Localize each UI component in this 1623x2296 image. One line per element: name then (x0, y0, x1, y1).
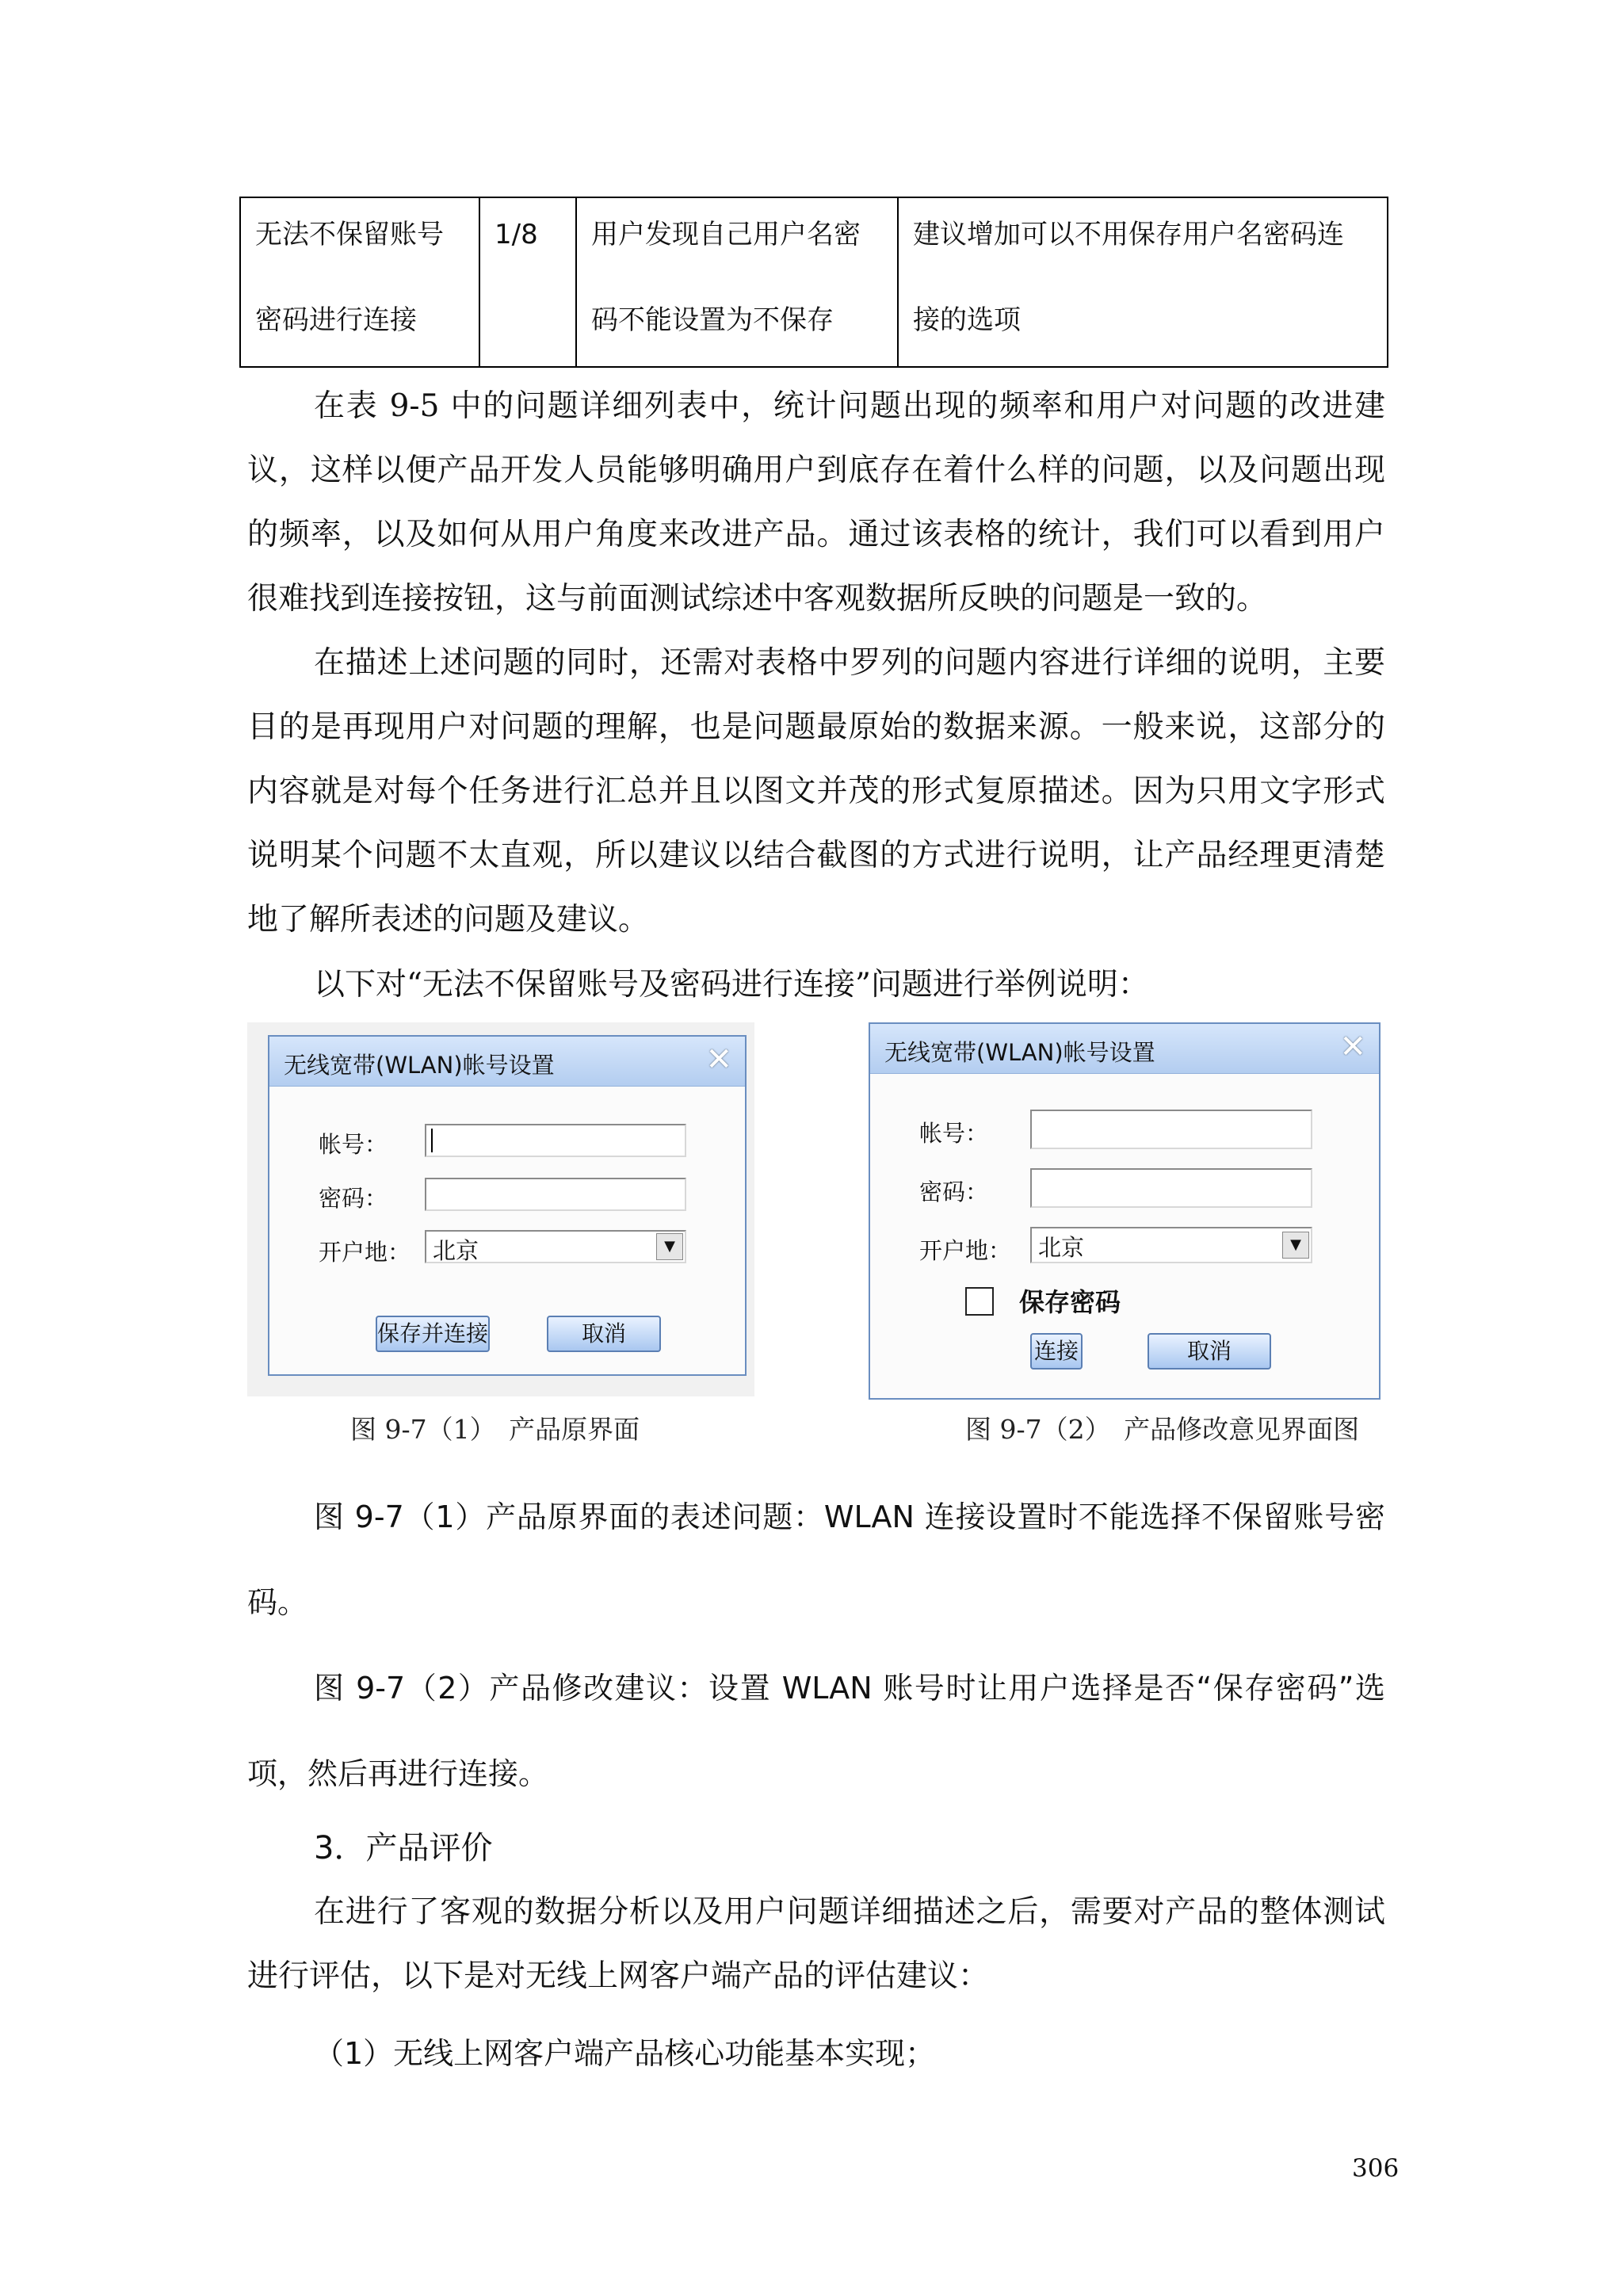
description-cell (576, 197, 898, 367)
figure-original-dialog (247, 1022, 754, 1396)
account-label: 帐号： (319, 1131, 388, 1158)
section-paragraph: 在进行了客观的数据分析以及用户问题详细描述之后，需要对产品的整体测试进行评估，以下是对无线上网客户端产品的评估建议： (247, 1894, 1385, 1994)
table-row (240, 197, 1388, 367)
location-select[interactable] (425, 1230, 686, 1263)
dialog-window (268, 1035, 747, 1376)
close-icon[interactable]: ✕ (705, 1041, 732, 1078)
figure-caption-left: 图 9-7（1） 产品原界面 (350, 1414, 640, 1445)
issue-table (239, 197, 1388, 368)
problem-line-2: 密码进行连接 (255, 304, 417, 336)
account-label: 帐号： (919, 1120, 989, 1147)
location-label: 开户地： (319, 1239, 411, 1266)
paragraph-1: 在表 9-5 中的问题详细列表中，统计问题出现的频率和用户对问题的改进建议，这样以便产品开发人员能够明确用户到底存在着什么样的问题，以及问题出现的频率，以及如何从用户角度来改进产品。通过该表格的统计，我们可以看到用户很难找到连接按钮，这与前面测试综述中客观数据所反映的问题是一致的。 (247, 388, 1385, 617)
paragraph-2: 在描述上述问题的同时，还需对表格中罗列的问题内容进行详细的说明，主要目的是再现用户对问题的理解，也是问题最原始的数据来源。一般来说，这部分的内容就是对每个任务进行汇总并且以图文并茂的形式复原描述。因为只用文字形式说明某个问题不太直观，所以建议以结合截图的方式进行说明，让产品经理更清楚地了解所表述的问题及建议。 (247, 645, 1385, 938)
password-input[interactable] (1030, 1168, 1312, 1208)
list-item: （1）无线上网客户端产品核心功能基本实现； (314, 2036, 936, 2071)
paragraph-3: 以下对“无法不保留账号及密码进行连接”问题进行举例说明： (314, 967, 1149, 1003)
frequency-value: 1/8 (495, 219, 538, 250)
dialog-title: 无线宽带(WLAN)帐号设置 (884, 1039, 1155, 1066)
chevron-down-icon[interactable]: ▼ (1282, 1232, 1309, 1259)
text-caret (431, 1129, 433, 1152)
save-password-label: 保存密码 (1019, 1287, 1121, 1317)
suggestion-cell (898, 197, 1388, 367)
account-input[interactable] (1030, 1110, 1312, 1149)
password-label: 密码： (919, 1179, 989, 1205)
password-label: 密码： (319, 1185, 388, 1212)
location-value: 北京 (433, 1237, 479, 1264)
chevron-down-icon[interactable]: ▼ (656, 1233, 683, 1260)
dialog-window (869, 1022, 1381, 1400)
cancel-button[interactable]: 取消 (1148, 1333, 1271, 1370)
location-select[interactable] (1030, 1227, 1312, 1263)
problem-line-1: 无法不保留账号 (255, 219, 444, 250)
figure-modified-dialog (869, 1022, 1381, 1396)
location-value: 北京 (1038, 1234, 1085, 1261)
page-number: 306 (1352, 2154, 1400, 2183)
close-icon[interactable]: ✕ (1339, 1029, 1366, 1065)
description-line-2: 码不能设置为不保存 (591, 304, 834, 336)
dialog-title-bar (269, 1037, 745, 1087)
cancel-button[interactable]: 取消 (547, 1316, 661, 1352)
account-input[interactable] (425, 1124, 686, 1157)
dialog-title-bar (870, 1024, 1379, 1074)
connect-button[interactable]: 连接 (1030, 1333, 1083, 1370)
problem-cell (240, 197, 479, 367)
figure-caption-right: 图 9-7（2） 产品修改意见界面图 (965, 1414, 1360, 1445)
password-input[interactable] (425, 1178, 686, 1211)
figure-note-1: 图 9-7（1）产品原界面的表述问题：WLAN 连接设置时不能选择不保留账号密码。 (247, 1499, 1385, 1620)
section-heading: 3．产品评价 (314, 1830, 493, 1866)
dialog-title: 无线宽带(WLAN)帐号设置 (284, 1052, 555, 1079)
location-label: 开户地： (919, 1237, 1012, 1264)
save-password-checkbox[interactable] (965, 1287, 994, 1316)
suggestion-line-1: 建议增加可以不用保存用户名密码连 (913, 219, 1344, 250)
figure-note-2: 图 9-7（2）产品修改建议：设置 WLAN 账号时让用户选择是否“保存密码”选项，然后再进行连接。 (247, 1671, 1385, 1791)
save-and-connect-button[interactable]: 保存并连接 (376, 1316, 490, 1352)
description-line-1: 用户发现自己用户名密 (591, 219, 861, 250)
frequency-cell (479, 197, 576, 367)
suggestion-line-2: 接的选项 (913, 304, 1021, 336)
